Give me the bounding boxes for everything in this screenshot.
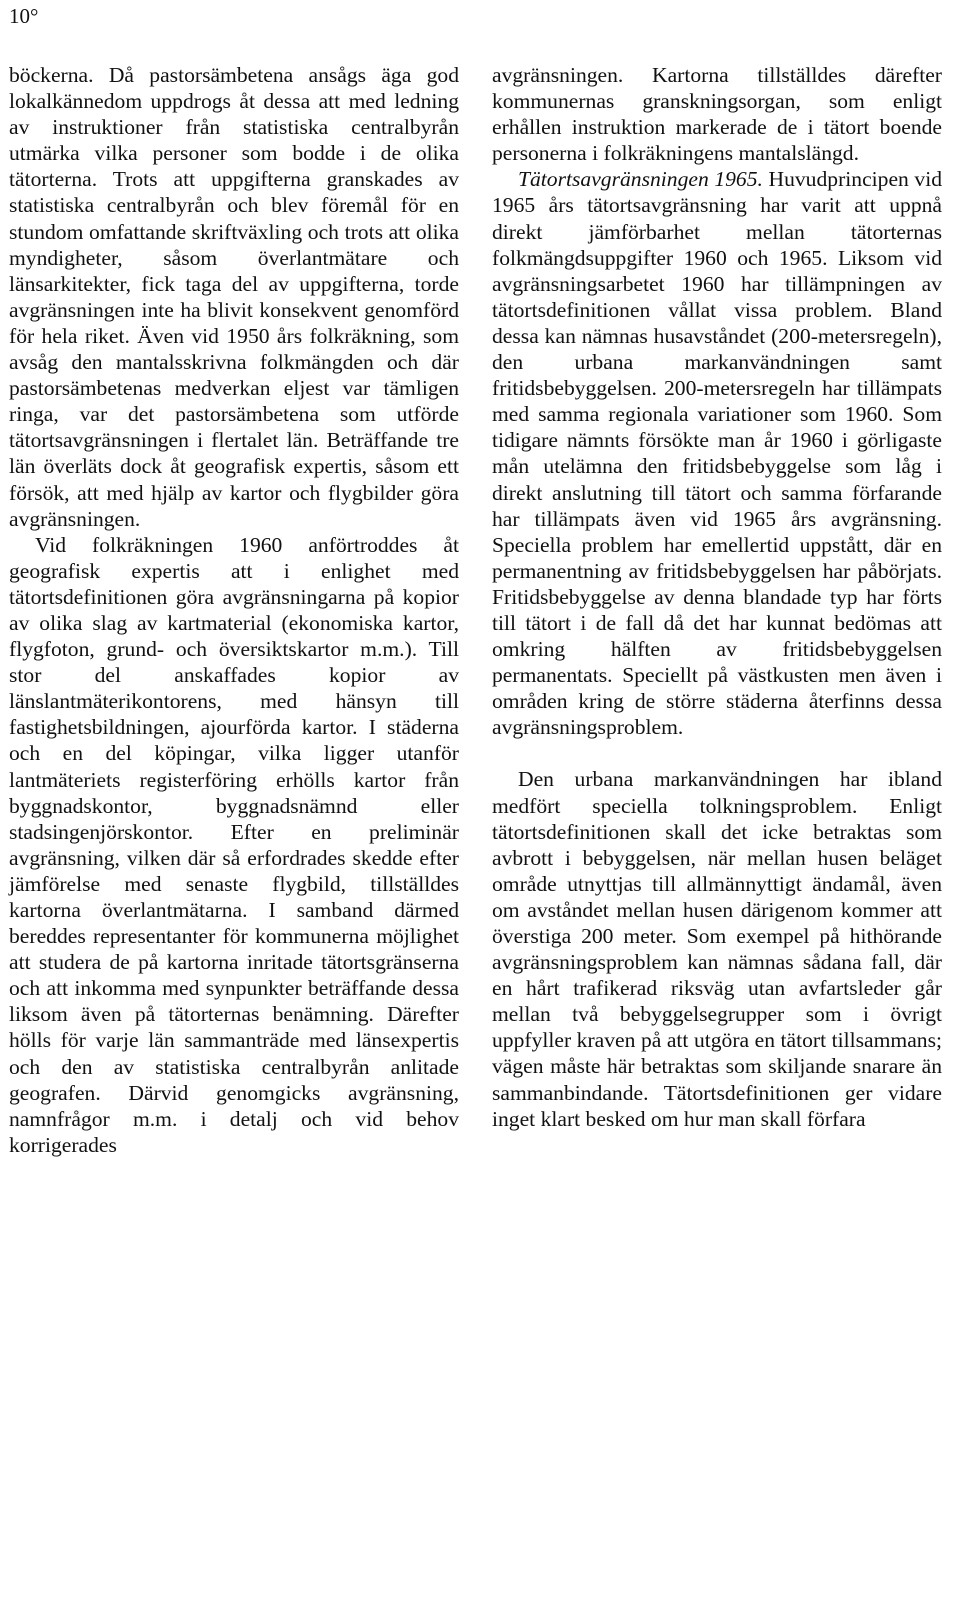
right-column: [492, 62, 942, 1132]
left-paragraph-2: Vid folkräkningen 1960 anförtroddes åt geografisk expertis att i enlighet med tätortsdefinitionen göra avgränsningarna på kopior av olika slag av kartmaterial (ekonomiska kartor, flygfoton, grund- och översiktskartor m.m.). Till stor del anskaffades kopior av länslantmäterikontorens, med hänsyn till fastighetsbildningen, ajourförda kartor. I städerna och en del köpingar, vilka ligger utanför lantmäteriets registerföring erhölls kartor från byggnadskontor, byggnadsnämnd eller stadsingenjörskontor. Efter en preliminär avgränsning, vilken där så erfordrades skedde efter jämförelse med senaste flygbild, tillställdes kartorna överlantmätarna. I samband därmed bereddes representanter för kommunerna möjlighet att studera de på kartorna inritade tätortsgränserna och att inkomma med synpunkter beträffande dessa liksom även på tätorternas benämning. Därefter hölls för varje län sammanträde med länsexpertis och den av statistiska centralbyrån anlitade geografen. Därvid genomgicks avgränsning, namnfrågor m.m. i detalj och vid behov korrigerades: [9, 532, 459, 1157]
right-paragraph-2-body: Huvudprincipen vid 1965 års tätortsavgränsning har varit att uppnå direkt jämförbarhet mellan tätorternas folkmängdsuppgifter 1960 och 1965. Liksom vid avgränsningsarbetet 1960 har tillämpningen av tätortsdefinitionen vållat vissa problem. Bland dessa kan nämnas husavståndet (200-metersregeln), den urbana markanvändningen samt fritidsbebyggelsen. 200-metersregeln har tillämpats med samma regionala variationer som 1960. Som tidigare nämnts försökte man år 1960 i görligaste mån utelämna den fritidsbebyggelse som låg i direkt anslutning till tätort och samma förfarande har tillämpats även vid 1965 års avgränsning. Speciella problem har emellertid uppstått, där en permanentning av fritidsbebyggelsen har påbörjats. Fritidsbebyggelse av denna blandade typ har förts till tätort i de fall då det har kunnat bedömas att omkring hälften av fritidsbebyggelsen permanentats. Speciellt på västkusten men även i områden kring de större städerna återfinns dessa avgränsningsproblem.: [492, 167, 942, 740]
left-paragraph-1: böckerna. Då pastorsämbetena ansågs äga god lokalkännedom uppdrogs åt dessa att med ledning av instruktioner från statistiska centralbyrån utmärka vilka personer som bodde i de olika tätorterna. Trots att uppgifterna granskades av statistiska centralbyrån och blev föremål för en stundom omfattande skriftväxling och trots att olika myndigheter, såsom överlantmätare och länsarkitekter, fick taga del av uppgifterna, torde avgränsningen inte ha blivit konsekvent genomförd för hela riket. Även vid 1950 års folkräkning, som avsåg den mantalsskrivna folkmängden och där pastorsämbetenas medverkan eljest var tämligen ringa, var det pastorsämbetena som utförde tätortsavgränsningen i flertalet län. Beträffande tre län överläts dock åt geografisk expertis, såsom ett försök, att med hjälp av kartor och flygbilder göra avgränsningen.: [9, 63, 459, 531]
left-column: [9, 62, 459, 1158]
right-paragraph-3: Den urbana markanvändningen har ibland medfört speciella tolkningsproblem. Enligt tätortsdefinitionen skall det icke betraktas som avbrott i bebyggelsen, när mellan husen beläget område utnyttjas till allmännyttigt ändamål, även om avståndet mellan husen därigenom kommer att överstiga 200 meter. Som exempel på hithörande avgränsningsproblem kan nämnas sådana fall, där en hårt trafikerad riksväg utan avfartsleder går mellan två bebyggelsegrupper som i övrigt uppfyller kraven på att utgöra en tätort tillsammans; vägen måste här betraktas som skiljande snarare än sammanbindande. Tätortsdefinitionen ger vidare inget klart besked om hur man skall förfara: [492, 767, 942, 1131]
section-heading-tatortsavgransningen-1965: Tätortsavgränsningen 1965.: [518, 167, 763, 192]
page-number: 10°: [9, 4, 39, 28]
right-paragraph-1: avgränsningen. Kartorna tillställdes därefter kommunernas granskningsorgan, som enligt erhållen instruktion markerade de i tätort boende personerna i folkräkningens mantalslängd.: [492, 63, 942, 166]
right-paragraph-2: [492, 166, 942, 740]
